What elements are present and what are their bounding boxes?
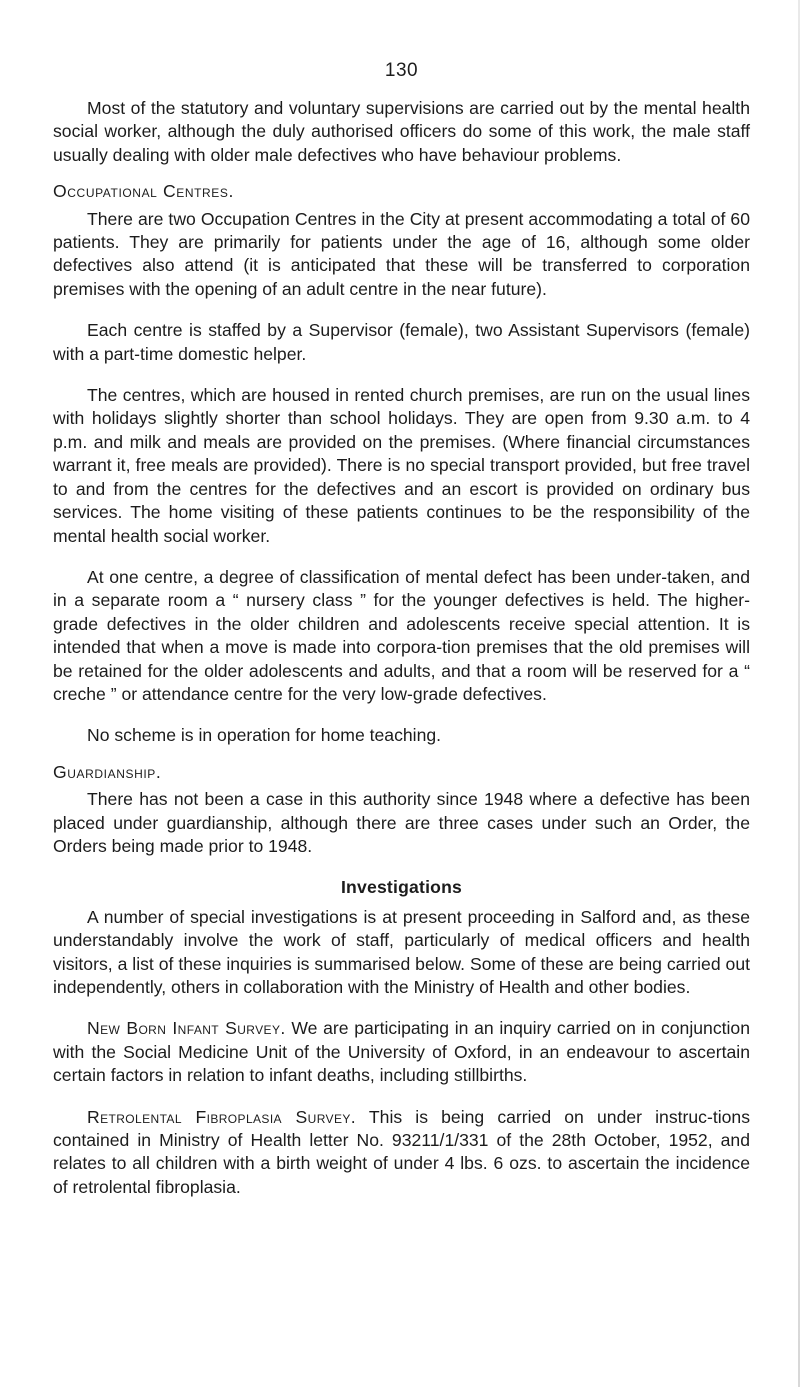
heading-guardianship: Guardianship. [53,761,162,782]
new-born-survey-label: New Born Infant Survey. [87,1018,286,1039]
page-number: 130 [384,60,419,81]
paragraph-occupation-centres-3: The centres, which are housed in rented church premises, are run on the usual lines with holidays slightly shorter than school holidays. They are open from 9.30 a.m. to 4 p.m. and milk and meals are provided on the premises. (Where financial circumstances warrant it, free meals are provided). There is no special transport provided, but free travel to and from the centres for the defectives and an escort is provided on ordinary bus services. The home visiting of these patients continues to be the responsibility of the mental health social worker. [53,385,750,546]
paragraph-investigations: A number of special investigations is at present proceeding in Salford and, as these understandably involve the work of staff, particularly of medical officers and health visitors, a list of these inquiries is summarised below. Some of these are being carried out independently, others in collaboration with the Ministry of Health and other bodies. [53,906,750,997]
paragraph-home-teaching: No scheme is in operation for home teaching. [87,725,442,746]
heading-occupational-centres: Occupational Centres. [53,181,235,202]
paragraph-occupation-centres-1: There are two Occupation Centres in the City at present accommodating a total of 60 patients. They are primarily for patients under the age of 16, although some older defectives also attend (it is anticipated that these will be transferred to corporation premises with the opening of an adult centre in the near future). [53,208,750,299]
retrolental-survey-text: This is being carried on under instruc-tions contained in Ministry of Health letter No. 93211/1/331 of the 28th October, 1952, and relates to all children with a birth weight of under 4 lbs. 6 ozs. to ascertain the incidence of retrolental fibroplasia. [53,1106,750,1197]
paragraph-new-born-survey [53,1017,750,1087]
paragraph-retrolental-survey [53,1106,750,1200]
paragraph-occupation-centres-4: At one centre, a degree of classification of mental defect has been under-taken, and in a separate room a “ nursery class ” for the younger defectives is held. The higher-grade defectives in the older children and adolescents receive special attention. It is intended that when a move is made into corpora-tion premises that the old premises will be retained for the older adolescents and adults, and that a room will be reserved for a “ creche ” or attendance centre for the very low-grade defectives. [53,566,750,704]
paragraph-supervisions: Most of the statutory and voluntary supervisions are carried out by the mental health social worker, although the duly authorised officers do some of this work, the male staff usually dealing with older male defectives who have behaviour problems. [53,98,750,165]
paragraph-occupation-centres-2: Each centre is staffed by a Supervisor (female), two Assistant Supervisors (female) with a part-time domestic helper. [53,320,750,364]
heading-investigations: Investigations [340,877,463,898]
new-born-survey-text: We are participating in an inquiry carried on in conjunction with the Social Medicine Unit of the University of Oxford, in an endeavour to ascertain certain factors in relation to infant deaths, including stillbirths. [53,1018,750,1086]
paragraph-guardianship: There has not been a case in this authority since 1948 where a defective has been placed under guardianship, although there are three cases under such an Order, the Orders being made prior to 1948. [53,789,750,856]
body-text [53,97,750,1199]
retrolental-survey-label: Retrolental Fibroplasia Survey. [87,1106,357,1127]
